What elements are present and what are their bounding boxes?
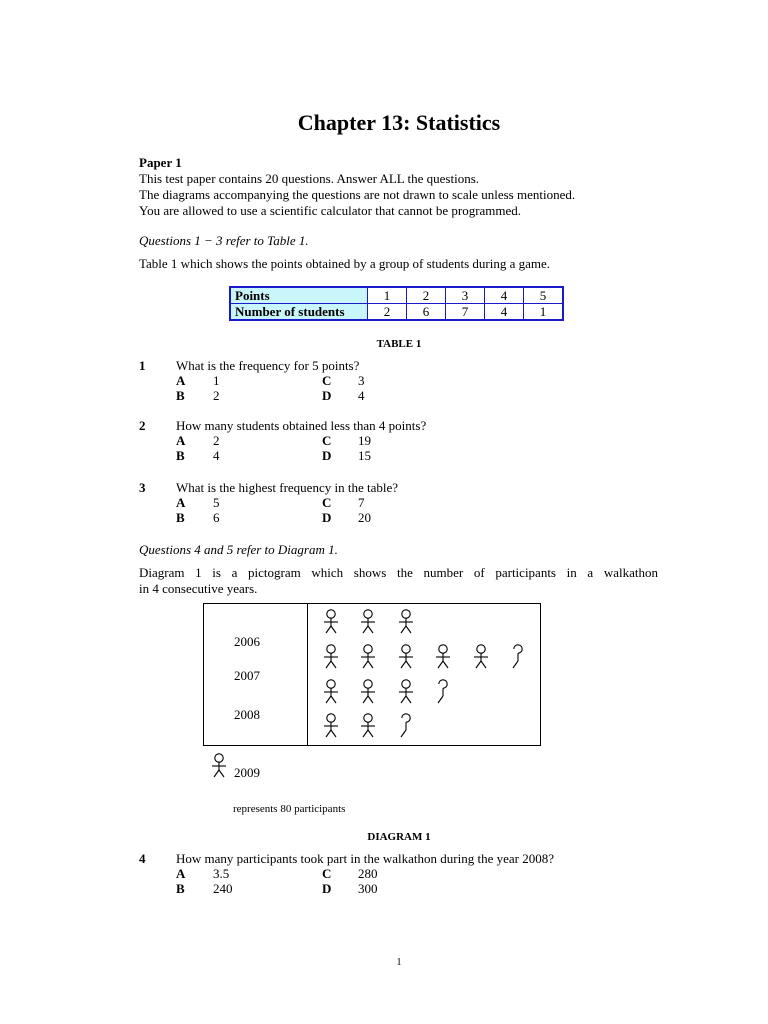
- year-label: 2009: [234, 765, 260, 780]
- option-b-value: 6: [213, 510, 220, 525]
- option-letter: A: [176, 866, 186, 881]
- question-text: What is the frequency for 5 points?: [176, 358, 360, 373]
- option-letter: C: [322, 373, 332, 388]
- section-intro: Questions 4 and 5 refer to Diagram 1.: [139, 542, 338, 557]
- table-header-cell: Points: [230, 287, 368, 304]
- frequency-table: [229, 286, 564, 321]
- table-cell: 7: [446, 304, 485, 321]
- year-label: 2006: [234, 634, 260, 649]
- option-letter: C: [322, 495, 332, 510]
- table-cell: 3: [446, 287, 485, 304]
- option-letter: A: [176, 373, 186, 388]
- option-letter: C: [322, 866, 332, 881]
- option-c-value: 19: [358, 433, 371, 448]
- table-cell: 2: [407, 287, 446, 304]
- option-letter: A: [176, 433, 186, 448]
- table-description: Table 1 which shows the points obtained by a group of students during a game.: [139, 256, 551, 271]
- option-letter: D: [322, 510, 332, 525]
- instruction-line: This test paper contains 20 questions. Answer ALL the questions.: [139, 171, 479, 186]
- option-d-value: 20: [358, 510, 371, 525]
- option-b-value: 240: [213, 881, 233, 896]
- option-a-value: 5: [213, 495, 220, 510]
- paper-heading: Paper 1: [139, 155, 182, 170]
- diagram-description: in 4 consecutive years.: [139, 581, 258, 596]
- option-d-value: 15: [358, 448, 371, 463]
- legend-text: represents 80 participants: [233, 803, 346, 815]
- question-text: How many students obtained less than 4 points?: [176, 418, 427, 433]
- diagram-description: Diagram 1 is a pictogram which shows the number of participants in a walkathon: [139, 565, 658, 580]
- option-a-value: 3.5: [213, 866, 230, 881]
- pictogram-figures: [308, 604, 538, 744]
- table-cell: 2: [368, 304, 407, 321]
- option-letter: D: [322, 388, 332, 403]
- table-caption: TABLE 1: [376, 338, 422, 350]
- option-letter: C: [322, 433, 332, 448]
- legend-figure-icon: [208, 752, 230, 780]
- option-letter: D: [322, 448, 332, 463]
- option-d-value: 300: [358, 881, 378, 896]
- option-letter: D: [322, 881, 332, 896]
- year-label: 2008: [234, 707, 260, 722]
- question-text: What is the highest frequency in the table?: [176, 480, 399, 495]
- option-letter: A: [176, 495, 186, 510]
- option-b-value: 4: [213, 448, 220, 463]
- table-row: [230, 287, 563, 304]
- table-cell: 1: [524, 304, 564, 321]
- option-letter: B: [176, 881, 185, 896]
- question-number: 1: [139, 358, 146, 373]
- option-b-value: 2: [213, 388, 220, 403]
- page-title: Chapter 13: Statistics: [297, 110, 501, 135]
- page-number: 1: [396, 957, 402, 968]
- table-cell: 4: [485, 287, 524, 304]
- option-letter: B: [176, 448, 185, 463]
- question-text: How many participants took part in the walkathon during the year 2008?: [176, 851, 554, 866]
- option-a-value: 1: [213, 373, 220, 388]
- table-cell: 1: [368, 287, 407, 304]
- section-intro: Questions 1 − 3 refer to Table 1.: [139, 233, 309, 248]
- option-c-value: 7: [358, 495, 365, 510]
- option-a-value: 2: [213, 433, 220, 448]
- table-cell: 4: [485, 304, 524, 321]
- option-c-value: 280: [358, 866, 378, 881]
- option-c-value: 3: [358, 373, 365, 388]
- table-cell: 5: [524, 287, 564, 304]
- question-number: 2: [139, 418, 146, 433]
- table-row: [230, 304, 563, 321]
- option-letter: B: [176, 510, 185, 525]
- instruction-line: You are allowed to use a scientific calculator that cannot be programmed.: [139, 203, 522, 218]
- instruction-line: The diagrams accompanying the questions are not drawn to scale unless mentioned.: [139, 187, 576, 202]
- question-number: 4: [139, 851, 146, 866]
- question-number: 3: [139, 480, 146, 495]
- table-cell: 6: [407, 304, 446, 321]
- option-letter: B: [176, 388, 185, 403]
- year-label: 2007: [234, 668, 260, 683]
- diagram-caption: DIAGRAM 1: [367, 831, 431, 843]
- option-d-value: 4: [358, 388, 365, 403]
- table-header-cell: Number of students: [230, 304, 368, 321]
